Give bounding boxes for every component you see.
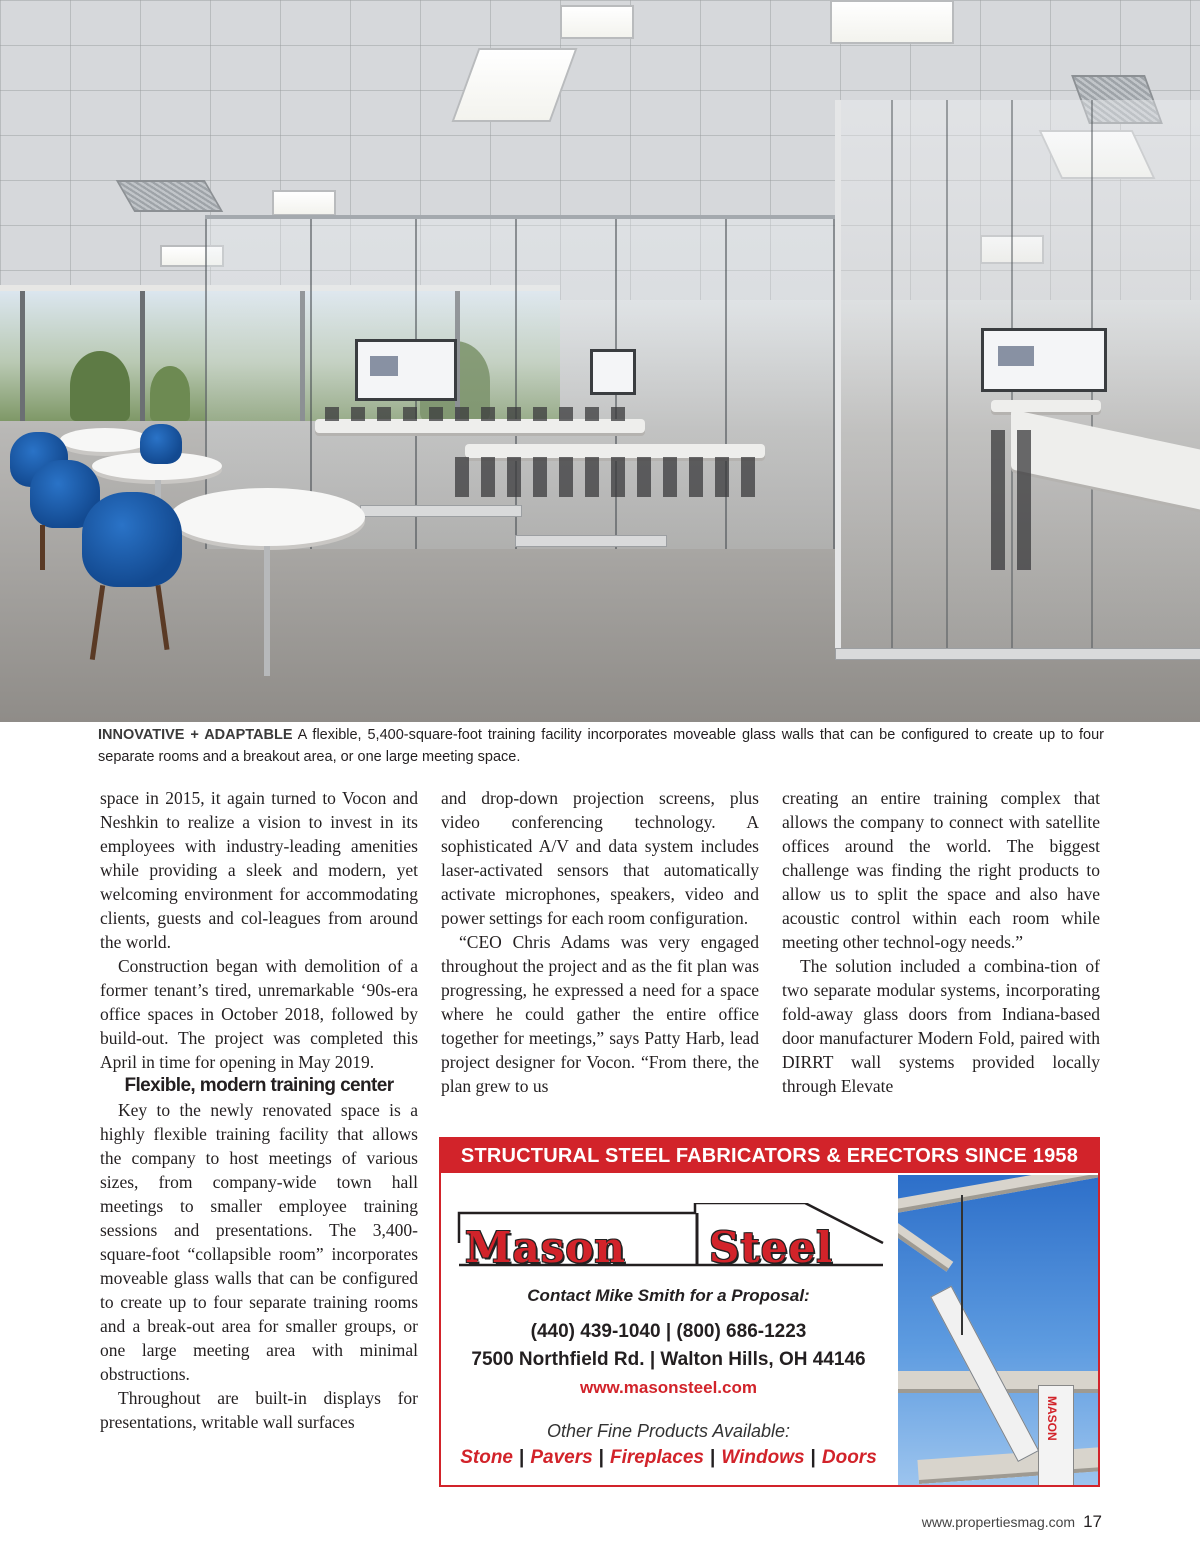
footer-website[interactable]: www.propertiesmag.com (921, 1514, 1076, 1530)
ad-crane-photo (898, 1175, 1098, 1485)
ad-text-panel (441, 1173, 896, 1485)
wall-track (515, 535, 667, 547)
paragraph: space in 2015, it again turned to Vocon and Neshkin to realize a vision to invest in its employees with industry-leading amenities while providing a sleek and modern, yet welcoming environment for accommodating clients, guests and col-leagues from around the world. (100, 788, 418, 952)
ad-banner: STRUCTURAL STEEL FABRICATORS & ERECTORS SINCE 1958 (441, 1139, 1098, 1173)
chairs (991, 430, 1031, 570)
wall-track (835, 648, 1200, 660)
page-number: 17 (1083, 1512, 1102, 1531)
glass-meeting-room (835, 100, 1200, 660)
display-screen (981, 328, 1107, 392)
caption-text: A flexible, 5,400-square-foot training facility incorporates moveable glass walls that can be configured to create up to four separate rooms and a breakout area, or one large meeting space. (98, 727, 1105, 765)
paragraph: “CEO Chris Adams was very engaged throughout the project and as the fit plan was progressing, he expressed a need for a space where he could gather the entire office together for meetings,” says Patty Harb, lead project designer for Vocon. “From there, the plan grew to us (441, 932, 759, 1096)
ad-other-products: Other Fine Products Available: (546, 1421, 791, 1441)
display-screen (355, 339, 457, 401)
table-pole (264, 546, 270, 676)
round-table (60, 428, 150, 452)
blue-chair (82, 492, 182, 587)
air-vent (116, 180, 223, 212)
meeting-table (1011, 409, 1200, 510)
ad-address: 7500 Northfield Rd. | Walton Hills, OH 44146 (471, 1349, 866, 1370)
paragraph: Throughout are built-in displays for presentations, writable wall surfaces (100, 1388, 418, 1432)
logo-word-steel: Steel (709, 1223, 834, 1272)
ceiling-light (272, 190, 336, 216)
crane-label: MASON (1045, 1396, 1059, 1441)
article-column-2 (441, 786, 759, 1098)
logo-word-mason: Mason (465, 1223, 626, 1272)
article-column-3 (782, 786, 1100, 1098)
product-pavers: Pavers (530, 1447, 593, 1468)
paragraph: Construction began with demolition of a former tenant’s tired, unremarkable ‘90s-era office spaces in October 2018, followed by build-out. The project was completed this April in time for opening in May 2019. (100, 956, 418, 1072)
ad-website-link[interactable]: www.masonsteel.com (580, 1378, 757, 1397)
product-fireplaces: Fireplaces (610, 1447, 704, 1468)
page-footer (922, 1512, 1102, 1532)
chairs (325, 407, 635, 421)
product-doors: Doors (821, 1447, 877, 1468)
wall-track (360, 505, 522, 517)
paragraph: Key to the newly renovated space is a highly flexible training facility that allows the company to host meetings of various sizes, from company-wide town hall meetings to smaller employee training sessions and presentations. The 3,400-square-foot “collapsible room” incorporates moveable glass walls that can be configured to create up to four separate training rooms and a break-out area for smaller groups, or one large meeting area with minimal obstructions. (100, 1100, 418, 1384)
ad-phone[interactable]: (440) 439-1040 | (800) 686-1223 (530, 1321, 807, 1342)
display-screen (590, 349, 636, 395)
paragraph: and drop-down projection screens, plus video conferencing technology. A sophisticated A/V and data system includes laser-activated sensors that automatically activate microphones, speakers, video and power settings for each room configuration. (441, 788, 759, 928)
training-table (465, 444, 765, 458)
ceiling-light (830, 0, 954, 44)
caption-lead: INNOVATIVE + ADAPTABLE (98, 727, 293, 743)
training-table (315, 419, 645, 433)
mason-steel-ad[interactable] (439, 1137, 1100, 1487)
photo-caption (98, 724, 1104, 768)
meeting-table (991, 400, 1101, 412)
ad-product-list: Stone | Pavers | Fireplaces | Windows | Doors (460, 1447, 877, 1468)
mason-steel-logo (455, 1203, 887, 1272)
paragraph: The solution included a combina-tion of two separate modular systems, incorporating fold-away glass doors from Indiana-based door manufacturer Modern Fold, paired with DIRRT wall systems provided locally through Elevate (782, 956, 1100, 1096)
hero-photo (0, 0, 1200, 722)
product-stone: Stone (460, 1447, 513, 1468)
article-column-1 (100, 786, 418, 1434)
chairs (455, 457, 755, 497)
ceiling-light (560, 5, 634, 39)
section-subhead: Flexible, modern training center (124, 1075, 394, 1096)
ad-contact: Contact Mike Smith for a Proposal: (527, 1286, 810, 1305)
crane-body (1038, 1385, 1074, 1485)
round-table (170, 488, 365, 546)
product-windows: Windows (721, 1447, 805, 1468)
paragraph: creating an entire training complex that allows the company to connect with satellite offices around the world. The biggest challenge was finding the right products to allow us to split the space and also have acoustic control within each room while meeting other technol-ogy needs.” (782, 788, 1100, 952)
blue-chair (140, 424, 182, 464)
